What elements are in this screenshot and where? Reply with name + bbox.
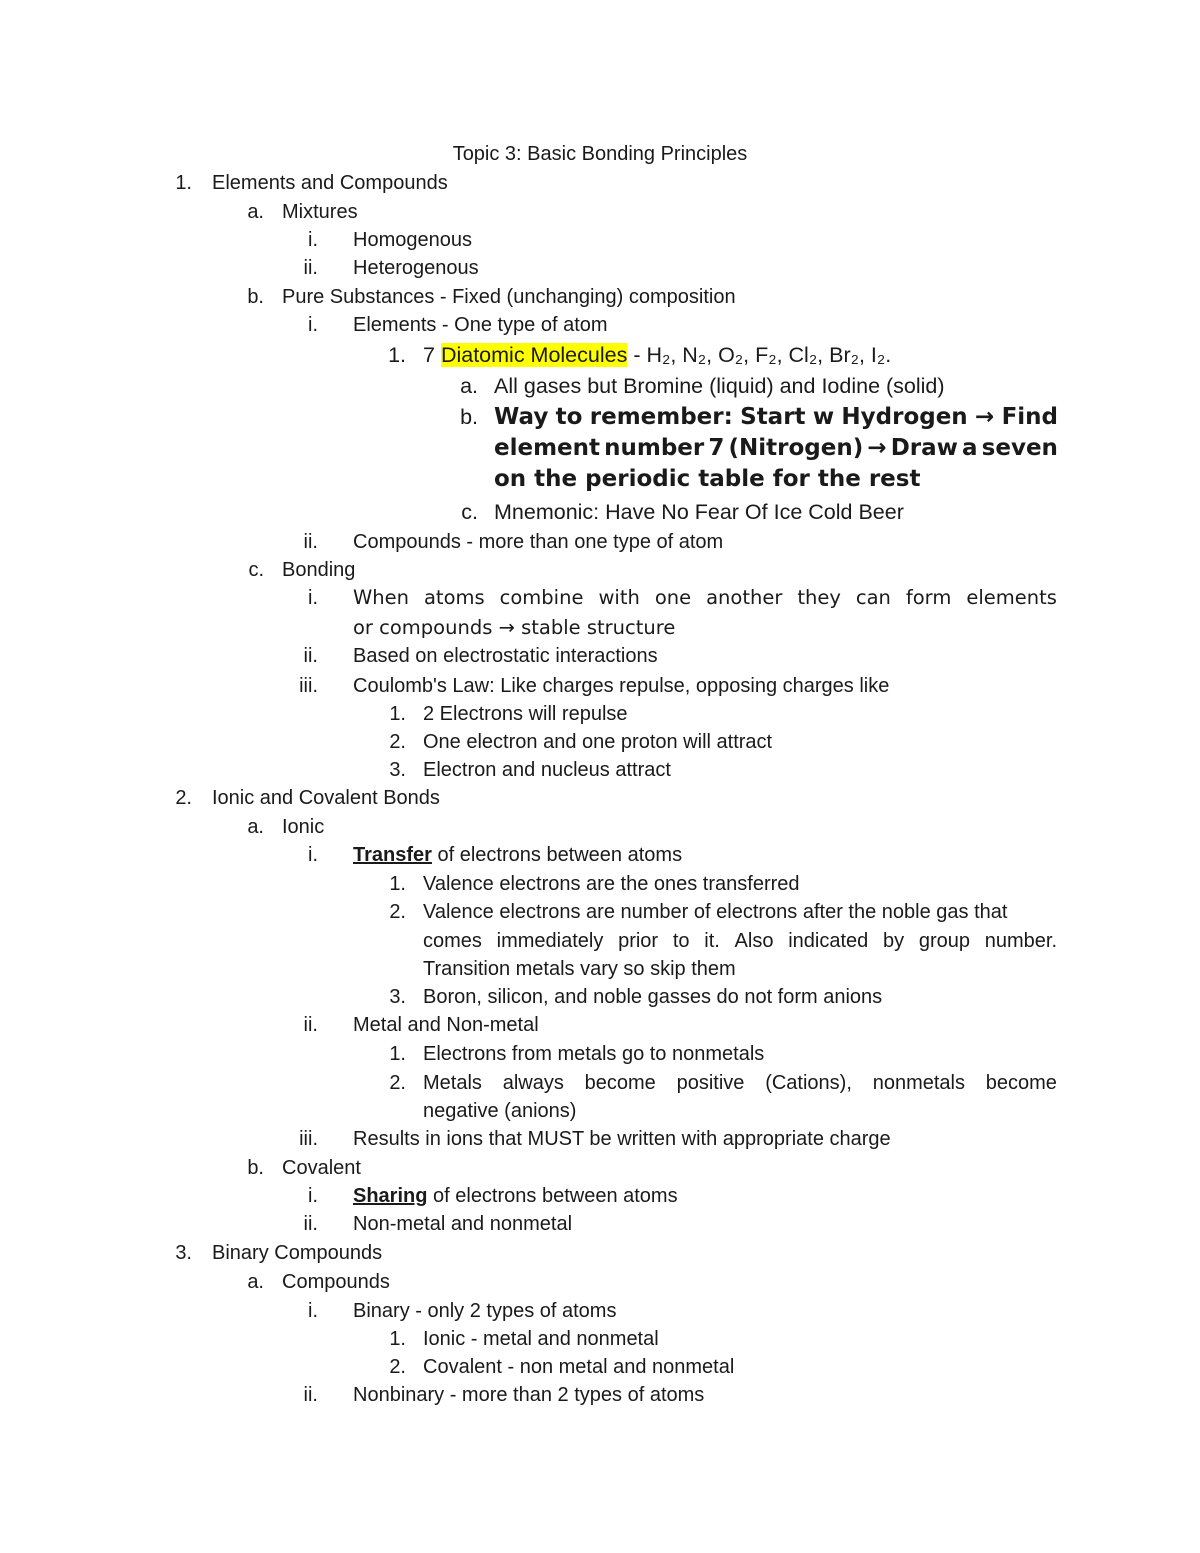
list-marker: 2. bbox=[389, 1072, 406, 1094]
list-marker: 3. bbox=[175, 1242, 192, 1264]
item-text: One electron and one proton will attract bbox=[423, 731, 773, 753]
word: number bbox=[604, 435, 705, 461]
word: another bbox=[706, 586, 783, 609]
item-text: Boron, silicon, and noble gasses do not form anions bbox=[423, 986, 883, 1008]
item-text: Ionic - metal and nonmetal bbox=[423, 1328, 659, 1350]
word: 7 bbox=[708, 435, 725, 461]
list-marker: b. bbox=[247, 286, 264, 308]
item-text: Electron and nucleus attract bbox=[423, 759, 671, 781]
justified-line bbox=[494, 436, 1058, 460]
word: nonmetals bbox=[872, 1072, 965, 1094]
item-text: Transition metals vary so skip them bbox=[423, 958, 736, 980]
list-marker: a. bbox=[247, 201, 264, 223]
list-marker: iii. bbox=[299, 1128, 318, 1150]
item-text-prefix: 7 bbox=[423, 343, 441, 367]
item-text: Mixtures bbox=[282, 201, 358, 223]
list-marker: 1. bbox=[388, 343, 406, 367]
word: atoms bbox=[423, 586, 485, 609]
word: Draw bbox=[890, 435, 958, 461]
item-text bbox=[423, 343, 891, 367]
list-marker: 2. bbox=[389, 1356, 406, 1378]
word: element bbox=[494, 435, 601, 461]
word: positive bbox=[676, 1072, 745, 1094]
item-text-rest: of electrons between atoms bbox=[427, 1185, 678, 1207]
item-text-rest: of electrons between atoms bbox=[431, 844, 683, 866]
item-text: Binary Compounds bbox=[212, 1242, 383, 1264]
list-marker: 2. bbox=[389, 901, 406, 923]
list-marker: i. bbox=[308, 1185, 318, 1207]
item-text: Covalent bbox=[282, 1157, 361, 1179]
item-text: Compounds bbox=[282, 1271, 390, 1293]
word: it. bbox=[704, 930, 720, 952]
word: to bbox=[555, 404, 583, 430]
list-marker: ii. bbox=[303, 645, 318, 667]
list-marker: ii. bbox=[303, 257, 318, 279]
word: combine bbox=[499, 586, 584, 609]
list-marker: a. bbox=[247, 1271, 264, 1293]
word: can bbox=[855, 586, 891, 609]
arrow-glyph: → bbox=[974, 404, 995, 430]
item-text: Valence electrons are the ones transferred bbox=[423, 873, 800, 895]
word: with bbox=[598, 586, 640, 609]
word: w bbox=[812, 404, 835, 430]
justified-line bbox=[423, 1071, 1057, 1095]
word: number. bbox=[984, 930, 1057, 952]
list-marker: 1. bbox=[389, 1328, 406, 1350]
item-text: Results in ions that MUST be written with appropriate charge bbox=[353, 1128, 891, 1150]
page-title: Topic 3: Basic Bonding Principles bbox=[452, 143, 748, 165]
item-text bbox=[353, 1184, 678, 1208]
list-marker: b. bbox=[247, 1157, 264, 1179]
justified-line bbox=[353, 586, 1057, 610]
item-text: Mnemonic: Have No Fear Of Ice Cold Beer bbox=[494, 500, 904, 524]
word: (Cations), bbox=[765, 1072, 852, 1094]
word: prior bbox=[618, 930, 659, 952]
item-text: or compounds → stable structure bbox=[353, 616, 676, 639]
word: a bbox=[962, 435, 978, 461]
item-text: Non-metal and nonmetal bbox=[353, 1213, 573, 1235]
list-marker: 1. bbox=[389, 873, 406, 895]
item-text: Elements - One type of atom bbox=[353, 314, 608, 336]
list-marker: ii. bbox=[303, 1014, 318, 1036]
word: Also bbox=[734, 930, 774, 952]
word: seven bbox=[981, 435, 1058, 461]
list-marker: 3. bbox=[389, 986, 406, 1008]
item-text: Covalent - non metal and nonmetal bbox=[423, 1356, 735, 1378]
item-text: Valence electrons are number of electrons after the noble gas that bbox=[423, 901, 1008, 923]
list-marker: ii. bbox=[303, 1213, 318, 1235]
word: to bbox=[672, 930, 690, 952]
list-marker: 1. bbox=[389, 1043, 406, 1065]
item-text: Bonding bbox=[282, 559, 356, 581]
justified-line bbox=[423, 929, 1057, 953]
list-marker: 1. bbox=[175, 172, 192, 194]
list-marker: 2. bbox=[389, 731, 406, 753]
formula-list: - H₂, N₂, O₂, F₂, Cl₂, Br₂, I₂. bbox=[627, 343, 892, 367]
item-text: Ionic bbox=[282, 816, 325, 838]
word: comes bbox=[423, 930, 482, 952]
word: form bbox=[905, 586, 952, 609]
word: Metals bbox=[423, 1072, 482, 1094]
word: always bbox=[502, 1072, 564, 1094]
list-marker: ii. bbox=[303, 531, 318, 553]
list-marker: b. bbox=[460, 405, 478, 429]
underlined-term: Transfer bbox=[353, 844, 432, 866]
item-text: All gases but Bromine (liquid) and Iodine (solid) bbox=[494, 374, 945, 398]
item-text: 2 Electrons will repulse bbox=[423, 703, 628, 725]
word: become bbox=[985, 1072, 1057, 1094]
word: Find bbox=[1001, 404, 1058, 430]
word: they bbox=[797, 586, 841, 609]
arrow-glyph: → bbox=[867, 435, 887, 461]
word: (Nitrogen) bbox=[728, 435, 864, 461]
item-text: Pure Substances - Fixed (unchanging) composition bbox=[282, 286, 736, 308]
word: elements bbox=[966, 586, 1057, 609]
word: become bbox=[584, 1072, 656, 1094]
item-text: Binary - only 2 types of atoms bbox=[353, 1300, 617, 1322]
word: indicated bbox=[788, 930, 869, 952]
list-marker: c. bbox=[248, 559, 264, 581]
justified-line bbox=[494, 405, 1058, 429]
item-text: negative (anions) bbox=[423, 1100, 577, 1122]
list-marker: i. bbox=[308, 314, 318, 336]
list-marker: i. bbox=[308, 587, 318, 609]
word: Hydrogen bbox=[841, 404, 968, 430]
word: immediately bbox=[496, 930, 604, 952]
word: When bbox=[353, 586, 409, 609]
item-text: Compounds - more than one type of atom bbox=[353, 531, 724, 553]
list-marker: 2. bbox=[175, 787, 192, 809]
list-marker: i. bbox=[308, 1300, 318, 1322]
underlined-term: Sharing bbox=[353, 1185, 428, 1207]
item-text: Homogenous bbox=[353, 229, 472, 251]
list-marker: a. bbox=[247, 816, 264, 838]
item-text: Coulomb's Law: Like charges repulse, opposing charges like bbox=[353, 675, 890, 697]
list-marker: i. bbox=[308, 844, 318, 866]
item-text: Electrons from metals go to nonmetals bbox=[423, 1043, 765, 1065]
list-marker: c. bbox=[461, 500, 478, 524]
word: by bbox=[882, 930, 905, 952]
list-marker: 3. bbox=[389, 759, 406, 781]
item-text: Heterogenous bbox=[353, 257, 479, 279]
list-marker: iii. bbox=[299, 675, 318, 697]
item-text: Nonbinary - more than 2 types of atoms bbox=[353, 1384, 705, 1406]
item-text: on the periodic table for the rest bbox=[494, 466, 921, 492]
word: one bbox=[654, 586, 692, 609]
item-text bbox=[353, 843, 682, 867]
word: remember: bbox=[589, 404, 733, 430]
item-text: Metal and Non-metal bbox=[353, 1014, 539, 1036]
item-text: Ionic and Covalent Bonds bbox=[212, 787, 440, 809]
word: group bbox=[918, 930, 970, 952]
list-marker: i. bbox=[308, 229, 318, 251]
word: Way bbox=[494, 404, 549, 430]
list-marker: ii. bbox=[303, 1384, 318, 1406]
item-text: Elements and Compounds bbox=[212, 172, 448, 194]
list-marker: a. bbox=[460, 374, 478, 398]
item-text: Based on electrostatic interactions bbox=[353, 645, 658, 667]
list-marker: 1. bbox=[389, 703, 406, 725]
word: Start bbox=[740, 404, 806, 430]
highlighted-term: Diatomic Molecules bbox=[440, 343, 628, 367]
